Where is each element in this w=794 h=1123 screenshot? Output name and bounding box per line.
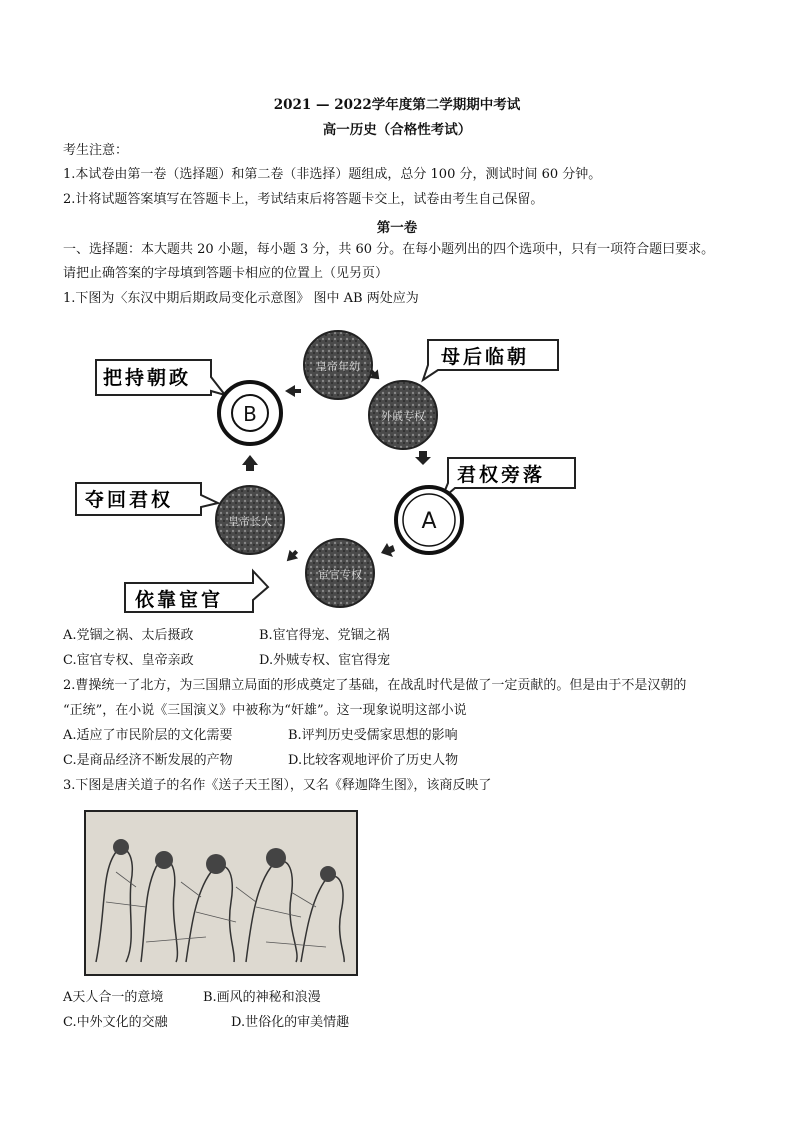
- circle-top-text: 皇帝年幼: [316, 360, 360, 373]
- circle-right-upper-text: 外戚专权: [381, 410, 425, 423]
- circle-bottom-text: 宦官专权: [318, 568, 362, 581]
- arrow-A-to-bottom: [381, 543, 395, 557]
- section-instruction-1: 一、选择题：本大题共 20 小题，每小题 3 分，共 60 分。在每小题列出的四个选项中，只有一项符合题曰要求。: [63, 242, 715, 257]
- label-母后临朝: 母后临朝: [441, 346, 530, 368]
- section-instruction-2: 请把止确答案的字母填到答题卡相应的位置上（见另页）: [63, 266, 389, 281]
- q2-option-a: A.适应了市民阶层的文化需要: [63, 728, 233, 743]
- politics-cycle-diagram: [63, 325, 583, 620]
- q1-option-b: B.宦官得宠、党锢之祸: [259, 628, 390, 643]
- circle-A-letter: A: [421, 509, 437, 534]
- notice-heading: 考生注意：: [63, 143, 129, 158]
- exam-subtitle: 高一历史（合格性考试）: [322, 122, 472, 138]
- question-1-stem: 1.下图为〈东汉中期后期政局变化示意图》 图中 AB 两处应为: [63, 291, 419, 306]
- question-3-stem: 3.下图是唐关道子的名作《送子天王图），又名《释迦降生图》，该商反映了: [63, 778, 492, 793]
- question-2-stem-line-2: “正统”，在小说《三国演义》中被称为“奸雄”。这一现象说明这部小说: [63, 703, 467, 718]
- arrow-left-to-B: [242, 455, 258, 471]
- q2-option-c: C.是商品经济不断发展的产物: [63, 753, 233, 768]
- q2-option-d: D.比较客观地评价了历史人物: [288, 753, 459, 768]
- notice-item-1: 1.本试卷由第一卷（选择题）和第二卷（非选择）题组成，总分 100 分，测试时间 60 分钟。: [63, 167, 602, 182]
- q1-option-d: D.外贼专权、宦官得宠: [259, 653, 391, 668]
- q1-option-a: A.党锢之祸、太后摄政: [63, 628, 194, 643]
- label-君权旁落: 君权旁落: [457, 464, 546, 486]
- q3-option-a: A天人合一的意境: [63, 990, 164, 1005]
- label-把持朝政: 把持朝政: [103, 367, 192, 389]
- circle-B-letter: B: [243, 402, 257, 426]
- arrow-B-to-top: [285, 385, 301, 397]
- painting-image: [84, 810, 358, 976]
- q3-option-b: B.画风的神秘和浪漫: [203, 990, 321, 1005]
- notice-item-2: 2.计将试题答案填写在答题卡上，考试结束后将答题卡交上，试卷由考生自己保留。: [63, 192, 544, 207]
- label-夺回君权: 夺回君权: [85, 489, 174, 511]
- arrow-right-to-A: [415, 451, 431, 465]
- q3-option-d: D.世俗化的审美情趣: [231, 1015, 350, 1030]
- arrow-bottom-to-left: [283, 547, 301, 565]
- circle-left-text: 皇帝长大: [228, 515, 272, 528]
- label-依靠宦官: 依靠宦官: [135, 589, 224, 611]
- question-2-stem-line-1: 2.曹操统一了北方，为三国鼎立局面的形成奠定了基础，在战乱时代是做了一定贡献的。但是由于不是汉朝的: [63, 678, 687, 693]
- q3-option-c: C.中外文化的交融: [63, 1015, 168, 1030]
- q2-option-b: B.评判历史受儒家思想的影响: [288, 728, 458, 743]
- exam-title: 2021 — 2022学年度第二学期期中考试: [273, 97, 521, 113]
- section-title: 第一卷: [376, 220, 418, 236]
- q1-option-c: C.宦官专权、皇帝亲政: [63, 653, 194, 668]
